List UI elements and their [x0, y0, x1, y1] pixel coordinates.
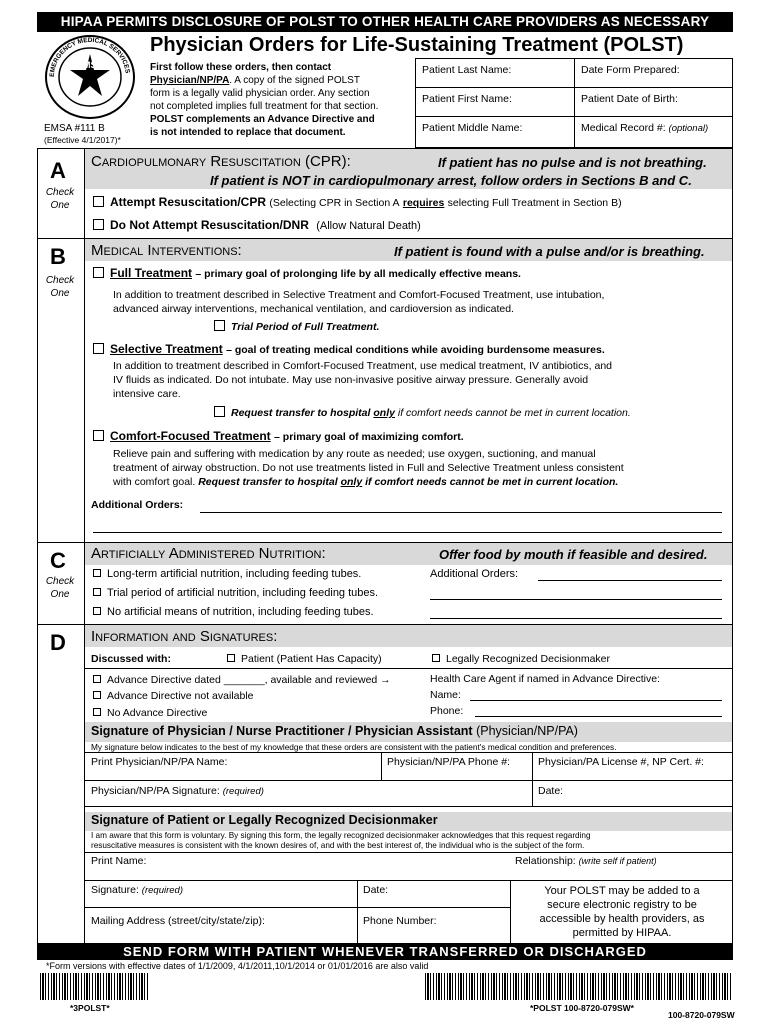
section-c-check-one: Check One — [45, 576, 75, 600]
form-id: EMSA #111 B — [44, 123, 105, 134]
nutrition-longterm-checkbox[interactable] — [93, 569, 101, 577]
hca-title: Health Care Agent if named in Advance Directive: — [430, 673, 660, 685]
section-a-check-one: Check One — [45, 187, 75, 211]
no-ad-option[interactable]: No Advance Directive — [93, 707, 207, 719]
selective-treatment-desc: In addition to treatment described in Comfort-Focused Treatment, use medical treatment, IV antibiotics, and IV fluids as indicated. Do not intubate. May use non-invasive positive airway pressure. Generally avoid intensive care. — [113, 360, 612, 400]
section-b-additional-orders[interactable]: Additional Orders: — [91, 499, 184, 511]
section-b-letter: B — [50, 244, 66, 269]
section-c-heading-right: Offer food by mouth if feasible and desired. — [439, 547, 708, 562]
physician-sig-title: Signature of Physician / Nurse Practitioner / Physician Assistant (Physician/NP/PA) — [91, 724, 578, 738]
trial-period-option[interactable]: Trial Period of Full Treatment. — [214, 320, 379, 333]
section-b-heading-right: If patient is found with a pulse and/or is breathing. — [394, 244, 705, 259]
comfort-treatment-option[interactable]: Comfort-Focused Treatment – primary goal of maximizing comfort. — [93, 429, 464, 443]
ad-dated-option[interactable]: Advance Directive dated _______, available and reviewed → — [93, 674, 391, 686]
dnr-checkbox[interactable] — [93, 219, 104, 230]
hipaa-banner: HIPAA PERMITS DISCLOSURE OF POLST TO OTHER HEALTH CARE PROVIDERS AS NECESSARY — [37, 12, 733, 32]
patient-first-name-field[interactable]: Patient First Name: — [422, 93, 512, 105]
section-a-heading-right: If patient has no pulse and is not breathing. — [438, 155, 707, 170]
medical-record-field[interactable]: Medical Record #: (optional) — [581, 122, 709, 134]
page-title: Physician Orders for Life-Sustaining Treatment (POLST) — [150, 34, 684, 56]
nutrition-trial-option[interactable]: Trial period of artificial nutrition, including feeding tubes. — [93, 587, 378, 599]
mailing-address-field[interactable]: Mailing Address (street/city/state/zip): — [91, 915, 265, 927]
patient-last-name-field[interactable]: Patient Last Name: — [422, 64, 512, 76]
barcode-left — [40, 973, 150, 1000]
patient-print-name-field[interactable]: Print Name: — [91, 855, 147, 867]
comfort-treatment-desc: Relieve pain and suffering with medication by any route as needed; use oxygen, suctioning, and manual treatment of airway obstruction. Do not use treatments listed in Full and Selective Treatment unless consistent with comfort goal. Request transfer to hospital only if comfort needs cannot be met in current location. — [113, 448, 624, 488]
patient-attestation: I am aware that this form is voluntary. By signing this form, the legally recognized decisionmaker acknowledges that this request regarding resuscitative measures is consistent with the known desires of, and with the best interest of, the individual who is the subject of the form. — [91, 831, 591, 850]
physician-print-name-field[interactable]: Print Physician/NP/PA Name: — [91, 756, 228, 768]
ad-dated-checkbox[interactable] — [93, 675, 101, 683]
section-b-check-one: Check One — [45, 275, 75, 299]
registry-note: Your POLST may be added to a secure electronic registry to be accessible by health providers, as permitted by HIPAA. — [539, 885, 705, 939]
form-number: 100-8720-079SW — [668, 1010, 735, 1020]
date-prepared-field[interactable]: Date Form Prepared: — [581, 64, 680, 76]
discussed-patient-checkbox[interactable] — [227, 654, 235, 662]
selective-treatment-option[interactable]: Selective Treatment – goal of treating medical conditions while avoiding burdensome measures. — [93, 342, 605, 356]
patient-middle-name-field[interactable]: Patient Middle Name: — [422, 122, 523, 134]
no-ad-checkbox[interactable] — [93, 708, 101, 716]
patient-sig-title: Signature of Patient or Legally Recognized Decisionmaker — [91, 813, 438, 827]
physician-attestation: My signature below indicates to the best of my knowledge that these orders are consistent with the patient's medical condition and preferences. — [91, 742, 617, 752]
ad-not-available-checkbox[interactable] — [93, 691, 101, 699]
logo-ring-text: EMERGENCY MEDICAL SERVICES — [48, 36, 131, 78]
hca-phone-field[interactable]: Phone: — [430, 705, 464, 717]
nutrition-none-option[interactable]: No artificial means of nutrition, including feeding tubes. — [93, 606, 374, 618]
section-a-heading: Cardiopulmonary Resuscitation (CPR): — [91, 153, 351, 170]
barcode-left-label: *3POLST* — [70, 1003, 110, 1013]
discussed-ldm-checkbox[interactable] — [432, 654, 440, 662]
send-form-banner: SEND FORM WITH PATIENT WHENEVER TRANSFERRED OR DISCHARGED — [37, 943, 733, 960]
nutrition-none-checkbox[interactable] — [93, 607, 101, 615]
barcode-right-label: *POLST 100-8720-079SW* — [530, 1003, 634, 1013]
dob-field[interactable]: Patient Date of Birth: — [581, 93, 678, 105]
section-d-letter: D — [50, 630, 66, 655]
attempt-cpr-option[interactable]: Attempt Resuscitation/CPR (Selecting CPR in Section A requires selecting Full Treatment in Section B) — [93, 195, 622, 209]
ad-not-available-option[interactable]: Advance Directive not available — [93, 690, 254, 702]
section-a-letter: A — [50, 158, 66, 183]
full-treatment-desc: In addition to treatment described in Selective Treatment and Comfort-Focused Treatment, use intubation, advanced airway interventions, mechanical ventilation, and cardioversion as indicated. — [113, 289, 605, 315]
nutrition-longterm-option[interactable]: Long-term artificial nutrition, including feeding tubes. — [93, 568, 361, 580]
section-c-letter: C — [50, 548, 66, 573]
physician-license-field[interactable]: Physician/PA License #, NP Cert. #: — [538, 756, 704, 768]
section-d-heading: Information and Signatures: — [91, 628, 278, 645]
footnote: *Form versions with effective dates of 1/1/2009, 4/1/2011,10/1/2014 or 01/01/2016 are also valid — [46, 961, 429, 971]
discussed-patient-option[interactable]: Patient (Patient Has Capacity) — [227, 653, 382, 665]
patient-date-field[interactable]: Date: — [363, 884, 389, 896]
physician-phone-field[interactable]: Physician/NP/PA Phone #: — [387, 756, 510, 768]
barcode-right — [425, 973, 733, 1000]
hca-name-field[interactable]: Name: — [430, 689, 461, 701]
nutrition-trial-checkbox[interactable] — [93, 588, 101, 596]
section-b-heading: Medical Interventions: — [91, 242, 242, 259]
section-a-subheading: If patient is NOT in cardiopulmonary arrest, follow orders in Sections B and C. — [210, 173, 692, 188]
emsa-logo — [40, 34, 142, 120]
full-treatment-checkbox[interactable] — [93, 267, 104, 278]
attempt-cpr-checkbox[interactable] — [93, 196, 104, 207]
selective-transfer-checkbox[interactable] — [214, 406, 225, 417]
selective-transfer-option[interactable]: Request transfer to hospital only if comfort needs cannot be met in current location. — [214, 406, 631, 419]
relationship-field[interactable]: Relationship: (write self if patient) — [515, 855, 657, 867]
logo-center-text: EMSA — [76, 60, 104, 70]
discussed-ldm-option[interactable]: Legally Recognized Decisionmaker — [432, 653, 610, 665]
patient-info-box — [415, 58, 733, 148]
intro-text: First follow these orders, then contact Physician/NP/PA. A copy of the signed POLST form is a legally valid physician order. Any section not completed implies full treatment for that section. POLST complements an Advance Directive and is not intended to replace that document. — [150, 62, 379, 138]
patient-signature-field[interactable]: Signature: (required) — [91, 884, 183, 896]
dnr-option[interactable]: Do Not Attempt Resuscitation/DNR (Allow Natural Death) — [93, 218, 421, 232]
physician-signature-field[interactable]: Physician/NP/PA Signature: (required) — [91, 785, 264, 797]
selective-treatment-checkbox[interactable] — [93, 343, 104, 354]
section-c-additional-orders[interactable]: Additional Orders: — [430, 568, 519, 580]
effective-date: (Effective 4/1/2017)* — [44, 135, 121, 145]
full-treatment-option[interactable]: Full Treatment – primary goal of prolonging life by all medically effective means. — [93, 266, 521, 280]
physician-date-field[interactable]: Date: — [538, 785, 564, 797]
comfort-treatment-checkbox[interactable] — [93, 430, 104, 441]
patient-phone-field[interactable]: Phone Number: — [363, 915, 437, 927]
section-c-heading: Artificially Administered Nutrition: — [91, 545, 326, 562]
discussed-with-label: Discussed with: — [91, 653, 171, 665]
trial-period-checkbox[interactable] — [214, 320, 225, 331]
